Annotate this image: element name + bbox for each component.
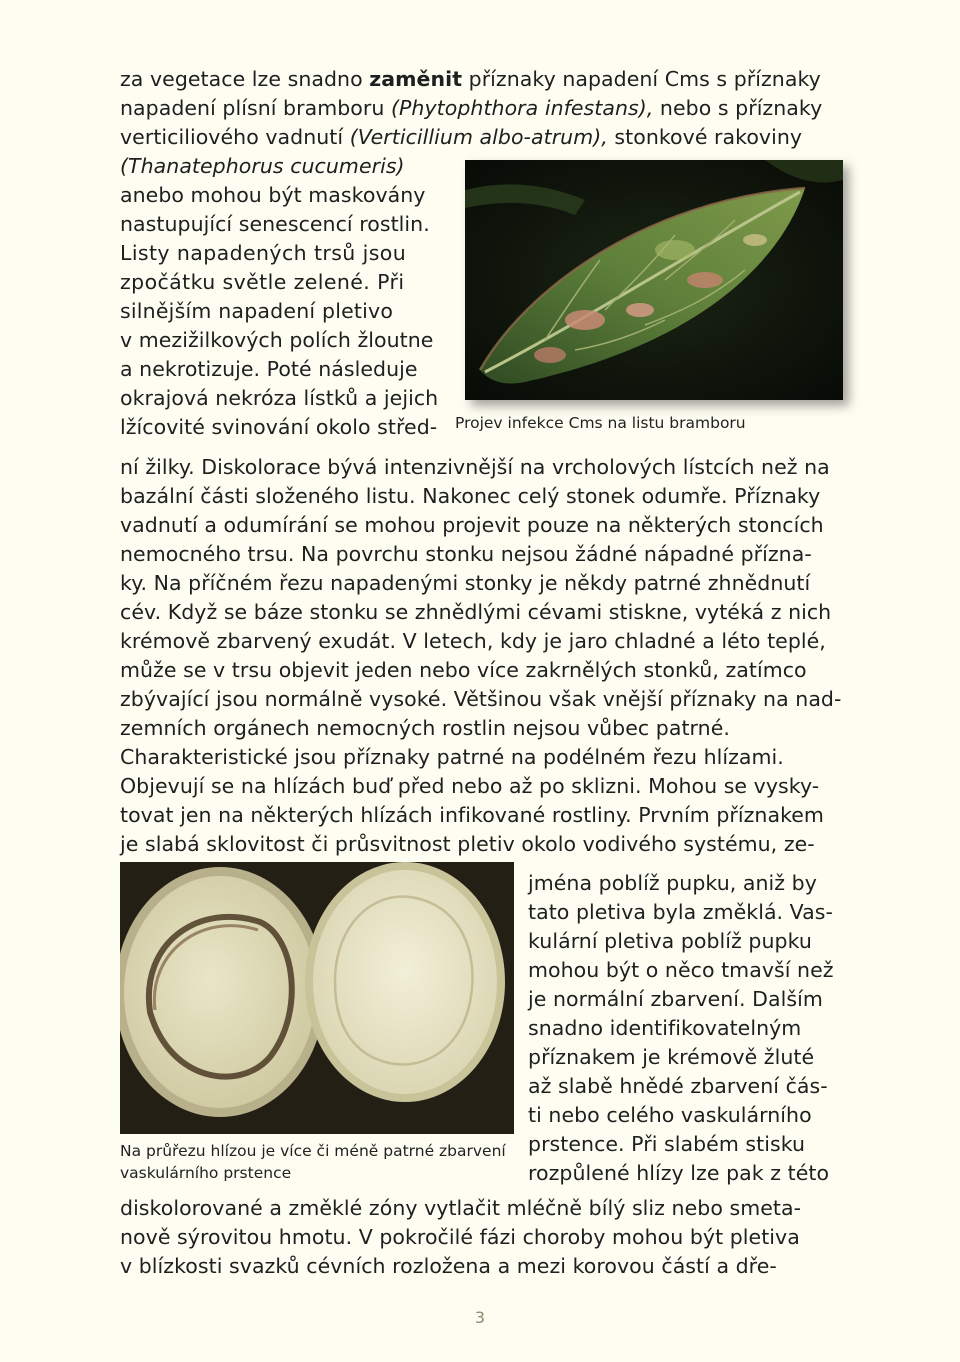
text-line-21: může se v trsu objevit jeden nebo více zakrnělých stonků, zatímco (120, 658, 807, 682)
tuber-photo-caption-line-1: Na průřezu hlízou je více či méně patrné zbarvení (120, 1142, 506, 1160)
text-line-4: (Thanatephorus cucumeris) (120, 154, 405, 178)
leaf-infection-photo (465, 160, 843, 400)
text-line-11: a nekrotizuje. Poté následuje (120, 357, 418, 381)
text-line-8: zpočátku světle zelené. Při (120, 270, 405, 294)
text-line-24: Charakteristické jsou příznaky patrné na podélném řezu hlízami. (120, 745, 784, 769)
page-number: 3 (474, 1308, 486, 1327)
text-line-35: až slabě hnědé zbarvení čás- (528, 1074, 828, 1098)
leaf-photo-caption: Projev infekce Cms na listu bramboru (455, 414, 746, 432)
text-line-13: lžícovité svinování okolo střed- (120, 415, 438, 439)
text-line-12: okrajová nekróza lístků a jejich (120, 386, 439, 410)
tuber-image (120, 862, 514, 1134)
text-line-19: cév. Když se báze stonku se zhnědlými cévami stiskne, vytéká z nich (120, 600, 832, 624)
text-line-33: snadno identifikovatelným (528, 1016, 802, 1040)
tuber-photo-caption-line-2: vaskulárního prstence (120, 1164, 292, 1182)
text-line-22: zbývající jsou normálně vysoké. Většinou však vnější příznaky na nad- (120, 687, 842, 711)
text-line-41: v blízkosti svazků cévních rozložena a mezi korovou částí a dře- (120, 1254, 777, 1278)
text-line-25: Objevují se na hlízách buď před nebo až po sklizni. Mohou se vysky- (120, 774, 820, 798)
text-line-27: je slabá sklovitost či průsvitnost pletiv okolo vodivého systému, ze- (120, 832, 815, 856)
text-line-17: nemocného trsu. Na povrchu stonku nejsou žádné nápadné přízna- (120, 542, 812, 566)
text-line-2: napadení plísní bramboru (Phytophthora infestans), nebo s příznaky (120, 96, 823, 120)
text-line-29: tato pletiva byla změklá. Vas- (528, 900, 833, 924)
text-line-15: bazální části složeného listu. Nakonec celý stonek odumře. Příznaky (120, 484, 821, 508)
text-line-16: vadnutí a odumírání se mohou projevit pouze na některých stoncích (120, 513, 824, 537)
text-line-7: Listy napadených trsů jsou (120, 241, 407, 265)
text-line-1: za vegetace lze snadno zaměnit příznaky napadení Cms s příznaky (120, 67, 821, 91)
text-line-37: prstence. Při slabém stisku (528, 1132, 806, 1156)
text-line-26: tovat jen na některých hlízách infikované rostliny. Prvním příznakem (120, 803, 824, 827)
text-line-18: ky. Na příčném řezu napadenými stonky je někdy patrné zhnědnutí (120, 571, 811, 595)
text-line-32: je normální zbarvení. Dalším (528, 987, 823, 1011)
text-line-23: zemních orgánech nemocných rostlin nejsou vůbec patrné. (120, 716, 730, 740)
text-line-36: ti nebo celého vaskulárního (528, 1103, 812, 1127)
text-line-39: diskolorované a změklé zóny vytlačit mléčně bílý sliz nebo smeta- (120, 1196, 802, 1220)
text-line-10: v mezižilkových polích žloutne (120, 328, 434, 352)
text-line-3: verticiliového vadnutí (Verticillium albo-atrum), stonkové rakoviny (120, 125, 803, 149)
leaf-image (465, 160, 843, 400)
text-line-20: krémově zbarvený exudát. V letech, kdy je jaro chladné a léto teplé, (120, 629, 826, 653)
text-line-9: silnějším napadení pletivo (120, 299, 394, 323)
text-line-28: jména poblíž pupku, aniž by (528, 871, 817, 895)
text-line-34: příznakem je krémově žluté (528, 1045, 815, 1069)
text-line-38: rozpůlené hlízy lze pak z této (528, 1161, 830, 1185)
text-line-40: nově sýrovitou hmotu. V pokročilé fázi choroby mohou být pletiva (120, 1225, 800, 1249)
text-line-6: nastupující senescencí rostlin. (120, 212, 430, 236)
text-line-5: anebo mohou být maskovány (120, 183, 426, 207)
tuber-cross-section-photo (120, 862, 514, 1134)
text-line-31: mohou být o něco tmavší než (528, 958, 834, 982)
text-line-14: ní žilky. Diskolorace bývá intenzivnější na vrcholových lístcích než na (120, 455, 830, 479)
text-line-30: kulární pletiva poblíž pupku (528, 929, 812, 953)
